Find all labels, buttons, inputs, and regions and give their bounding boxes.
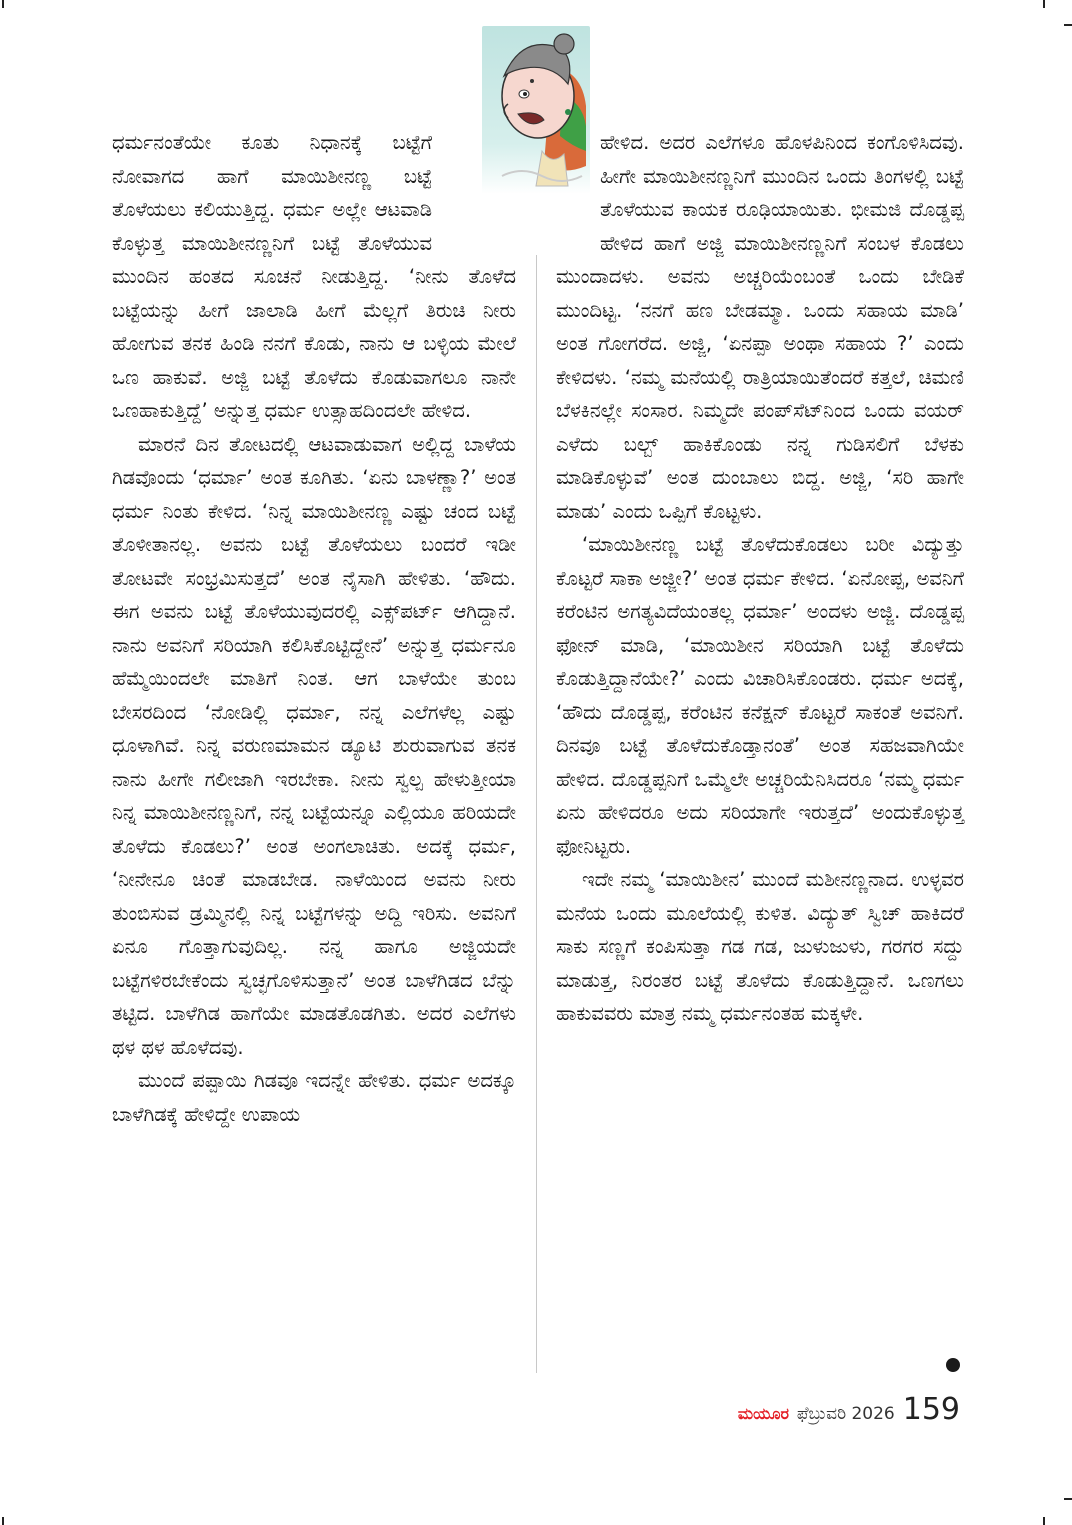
page-number: 159 — [902, 1392, 960, 1427]
article-right-column — [556, 126, 964, 1031]
crop-mark-top-right-v — [1043, 0, 1045, 8]
crop-mark-bottom-right-v — [1043, 1517, 1045, 1525]
paragraph: ಇದೇ ನಮ್ಮ ‘ಮಾಯಿಶೀನ’ ಮುಂದೆ ಮಶೀನಣ್ಣನಾದ. ಉಳ್ಳವರ ಮನೆಯ ಒಂದು ಮೂಲೆಯಲ್ಲಿ ಕುಳಿತ. ವಿದ್ಯುತ್ ಸ್ವಿಚ್ ಹಾಕಿದರೆ ಸಾಕು ಸಣ್ಣಗೆ ಕಂಪಿಸುತ್ತಾ ಗಡ ಗಡ, ಜುಳುಜುಳು, ಗರಗರ ಸದ್ದು ಮಾಡುತ್ತ, ನಿರಂತರ ಬಟ್ಟೆ ತೊಳೆದು ಕೊಡುತ್ತಿದ್ದಾನೆ. ಒಣಗಲು ಹಾಕುವವರು ಮಾತ್ರ ನಮ್ಮ ಧರ್ಮನಂತಹ ಮಕ್ಕಳೇ. — [556, 868, 964, 1025]
paragraph: ಧರ್ಮನಂತೆಯೇ ಕೂತು ನಿಧಾನಕ್ಕೆ ಬಟ್ಟೆಗೆ ನೋವಾಗದ ಹಾಗೆ ಮಾಯಿಶೀನಣ್ಣ ಬಟ್ಟೆ ತೊಳೆಯಲು ಕಲಿಯುತ್ತಿದ್ದ. ಧರ್ಮ ಅಲ್ಲೇ ಆಟವಾಡಿ ಕೊಳ್ಳುತ್ತ ಮಾಯಿಶೀನಣ್ಣನಿಗೆ ಬಟ್ಟೆ ತೊಳೆಯುವ ಮುಂದಿನ ಹಂತದ ಸೂಚನೆ ನೀಡುತ್ತಿದ್ದ. ‘ನೀನು ತೊಳೆದ ಬಟ್ಟೆಯನ್ನು ಹೀಗೆ ಜಾಲಾಡಿ ಹೀಗೆ ಮೆಲ್ಲಗೆ ತಿರುಚಿ ನೀರು ಹೋಗುವ ತನಕ ಹಿಂಡಿ ನನಗೆ ಕೊಡು, ನಾನು ಆ ಬಳ್ಳಿಯ ಮೇಲೆ ಒಣ ಹಾಕುವೆ. ಅಜ್ಜಿ ಬಟ್ಟೆ ತೊಳೆದು ಕೊಡುವಾಗಲೂ ನಾನೇ ಒಣಹಾಕುತ್ತಿದ್ದೆ’ ಅನ್ನುತ್ತ ಧರ್ಮ ಉತ್ಸಾಹದಿಂದಲೇ ಹೇಳಿದ. — [112, 131, 516, 422]
paragraph: ಹೇಳಿದ. ಅದರ ಎಲೆಗಳೂ ಹೊಳಪಿನಿಂದ ಕಂಗೊಳಿಸಿದವು. ಹೀಗೇ ಮಾಯಿಶೀನಣ್ಣನಿಗೆ ಮುಂದಿನ ಒಂದು ತಿಂಗಳಲ್ಲಿ ಬಟ್ಟೆ ತೊಳೆಯುವ ಕಾಯಕ ರೂಢಿಯಾಯಿತು. ಭೀಮಜಿ ದೊಡ್ಡಪ್ಪ ಹೇಳಿದ ಹಾಗೆ ಅಜ್ಜಿ ಮಾಯಿಶೀನಣ್ಣನಿಗೆ ಸಂಬಳ ಕೊಡಲು ಮುಂದಾದಳು. ಅವನು ಅಚ್ಚರಿಯೆಂಬಂತೆ ಒಂದು ಬೇಡಿಕೆ ಮುಂದಿಟ್ಟ. ‘ನನಗೆ ಹಣ ಬೇಡಮ್ಮಾ. ಒಂದು ಸಹಾಯ ಮಾಡಿ’ ಅಂತ ಗೋಗರೆದ. ಅಜ್ಜಿ, ‘ಏನಪ್ಪಾ ಅಂಥಾ ಸಹಾಯ ?’ ಎಂದು ಕೇಳಿದಳು. ‘ನಮ್ಮ ಮನೆಯಲ್ಲಿ ರಾತ್ರಿಯಾಯಿತೆಂದರೆ ಕತ್ತಲೆ, ಚಿಮಣಿ ಬೆಳಕಿನಲ್ಲೇ ಸಂಸಾರ. ನಿಮ್ಮದೇ ಪಂಪ್‌ಸೆಟ್‌ನಿಂದ ಒಂದು ವಯರ್ ಎಳೆದು ಬಲ್ಬ್ ಹಾಕಿಕೊಂಡು ನನ್ನ ಗುಡಿಸಲಿಗೆ ಬೆಳಕು ಮಾಡಿಕೊಳ್ಳುವೆ’ ಅಂತ ದುಂಬಾಲು ಬಿದ್ದ. ಅಜ್ಜಿ, ‘ಸರಿ ಹಾಗೇ ಮಾಡು’ ಎಂದು ಒಪ್ಪಿಗೆ ಕೊಟ್ಟಳು. — [556, 131, 964, 523]
paragraph: ಮಾರನೆ ದಿನ ತೋಟದಲ್ಲಿ ಆಟವಾಡುವಾಗ ಅಲ್ಲಿದ್ದ ಬಾಳೆಯ ಗಿಡವೊಂದು ‘ಧರ್ಮಾ’ ಅಂತ ಕೂಗಿತು. ‘ಏನು ಬಾಳಣ್ಣಾ?’ ಅಂತ ಧರ್ಮ ನಿಂತು ಕೇಳಿದ. ‘ನಿನ್ನ ಮಾಯಿಶೀನಣ್ಣ ಎಷ್ಟು ಚಂದ ಬಟ್ಟೆ ತೊಳೀತಾನಲ್ಲ. ಅವನು ಬಟ್ಟೆ ತೊಳೆಯಲು ಬಂದರೆ ಇಡೀ ತೋಟವೇ ಸಂಭ್ರಮಿಸುತ್ತದೆ’ ಅಂತ ನೈಸಾಗಿ ಹೇಳಿತು. ‘ಹೌದು. ಈಗ ಅವನು ಬಟ್ಟೆ ತೊಳೆಯುವುದರಲ್ಲಿ ಎಕ್ಸ್‌ಪರ್ಟ್ ಆಗಿದ್ದಾನೆ. ನಾನು ಅವನಿಗೆ ಸರಿಯಾಗಿ ಕಲಿಸಿಕೊಟ್ಟಿದ್ದೇನೆ’ ಅನ್ನುತ್ತ ಧರ್ಮನೂ ಹೆಮ್ಮೆಯಿಂದಲೇ ಮಾತಿಗೆ ನಿಂತ. ಆಗ ಬಾಳೆಯೇ ತುಂಬ ಬೇಸರದಿಂದ ‘ನೋಡಿಲ್ಲಿ ಧರ್ಮಾ, ನನ್ನ ಎಲೆಗಳೆಲ್ಲ ಎಷ್ಟು ಧೂಳಾಗಿವೆ. ನಿನ್ನ ವರುಣಮಾಮನ ಡ್ಯೂಟಿ ಶುರುವಾಗುವ ತನಕ ನಾನು ಹೀಗೇ ಗಲೀಜಾಗಿ ಇರಬೇಕಾ. ನೀನು ಸ್ವಲ್ಪ ಹೇಳುತ್ತೀಯಾ ನಿನ್ನ ಮಾಯಿಶೀನಣ್ಣನಿಗೆ, ನನ್ನ ಬಟ್ಟೆಯನ್ನೂ ಎಲ್ಲಿಯೂ ಹರಿಯದೇ ತೊಳೆದು ಕೊಡಲು?’ ಅಂತ ಅಂಗಲಾಚಿತು. ಅದಕ್ಕೆ ಧರ್ಮ, ‘ನೀನೇನೂ ಚಿಂತೆ ಮಾಡಬೇಡ. ನಾಳೆಯಿಂದ ಅವನು ನೀರು ತುಂಬಿಸುವ ಡ್ರಮ್ಮಿನಲ್ಲಿ ನಿನ್ನ ಬಟ್ಟೆಗಳನ್ನು ಅದ್ದಿ ಇರಿಸು. ಅವನಿಗೆ ಏನೂ ಗೊತ್ತಾಗುವುದಿಲ್ಲ. ನನ್ನ ಹಾಗೂ ಅಜ್ಜಿಯದೇ ಬಟ್ಟೆಗಳಿರಬೇಕೆಂದು ಸ್ವಚ್ಛಗೊಳಿಸುತ್ತಾನೆ’ ಅಂತ ಬಾಳೆಗಿಡದ ಬೆನ್ನು ತಟ್ಟಿದ. ಬಾಳೆಗಿಡ ಹಾಗೆಯೇ ಮಾಡತೊಡಗಿತು. ಅದರ ಎಲೆಗಳು ಥಳ ಥಳ ಹೊಳೆದವು. — [112, 432, 516, 1059]
crop-mark-bottom-right-h — [1064, 1498, 1072, 1500]
paragraph: ‘ಮಾಯಿಶೀನಣ್ಣ ಬಟ್ಟೆ ತೊಳೆದುಕೊಡಲು ಬರೀ ವಿದ್ಯುತ್ತು ಕೊಟ್ಟರೆ ಸಾಕಾ ಅಜ್ಜೀ?’ ಅಂತ ಧರ್ಮ ಕೇಳಿದ. ‘ಏನೋಪ್ಪ, ಅವನಿಗೆ ಕರೆಂಟಿನ ಅಗತ್ಯವಿದೆಯಂತಲ್ಲ ಧರ್ಮಾ’ ಅಂದಳು ಅಜ್ಜಿ. ದೊಡ್ಡಪ್ಪ ಫೋನ್ ಮಾಡಿ, ‘ಮಾಯಿಶೀನ ಸರಿಯಾಗಿ ಬಟ್ಟೆ ತೊಳೆದು ಕೊಡುತ್ತಿದ್ದಾನೆಯೇ?’ ಎಂದು ವಿಚಾರಿಸಿಕೊಂಡರು. ಧರ್ಮ ಅದಕ್ಕೆ, ‘ಹೌದು ದೊಡ್ಡಪ್ಪ, ಕರೆಂಟಿನ ಕನೆಕ್ಷನ್ ಕೊಟ್ಟರೆ ಸಾಕಂತೆ ಅವನಿಗೆ. ದಿನವೂ ಬಟ್ಟೆ ತೊಳೆದುಕೊಡ್ತಾನಂತೆ’ ಅಂತ ಸಹಜವಾಗಿಯೇ ಹೇಳಿದ. ದೊಡ್ಡಪ್ಪನಿಗೆ ಒಮ್ಮೆಲೇ ಅಚ್ಚರಿಯೆನಿಸಿದರೂ ‘ನಮ್ಮ ಧರ್ಮ ಏನು ಹೇಳಿದರೂ ಅದು ಸರಿಯಾಗೇ ಇರುತ್ತದೆ’ ಅಂದುಕೊಳ್ಳುತ್ತ ಫೋನಿಟ್ಟರು. — [556, 533, 964, 858]
illustration-wrap-space — [556, 126, 600, 260]
column-divider — [536, 255, 537, 1373]
illustration-wrap-space — [432, 126, 516, 260]
page-footer — [738, 1392, 960, 1427]
crop-mark-bottom-left — [2, 1517, 4, 1525]
crop-mark-top-right-h — [1064, 24, 1072, 26]
paragraph: ಮುಂದೆ ಪಪ್ಪಾಯಿ ಗಿಡವೂ ಇದನ್ನೇ ಹೇಳಿತು. ಧರ್ಮ ಅದಕ್ಕೂ ಬಾಳೆಗಿಡಕ್ಕೆ ಹೇಳಿದ್ದೇ ಉಪಾಯ — [112, 1069, 516, 1126]
crop-mark-top-left — [2, 0, 4, 8]
magazine-logo: ಮಯೂರ — [737, 1404, 789, 1423]
article-left-column — [112, 126, 516, 1131]
issue-month-year: ಫೆಬ್ರುವರಿ 2026 — [796, 1404, 895, 1424]
end-of-story-bullet-icon — [946, 1358, 960, 1372]
